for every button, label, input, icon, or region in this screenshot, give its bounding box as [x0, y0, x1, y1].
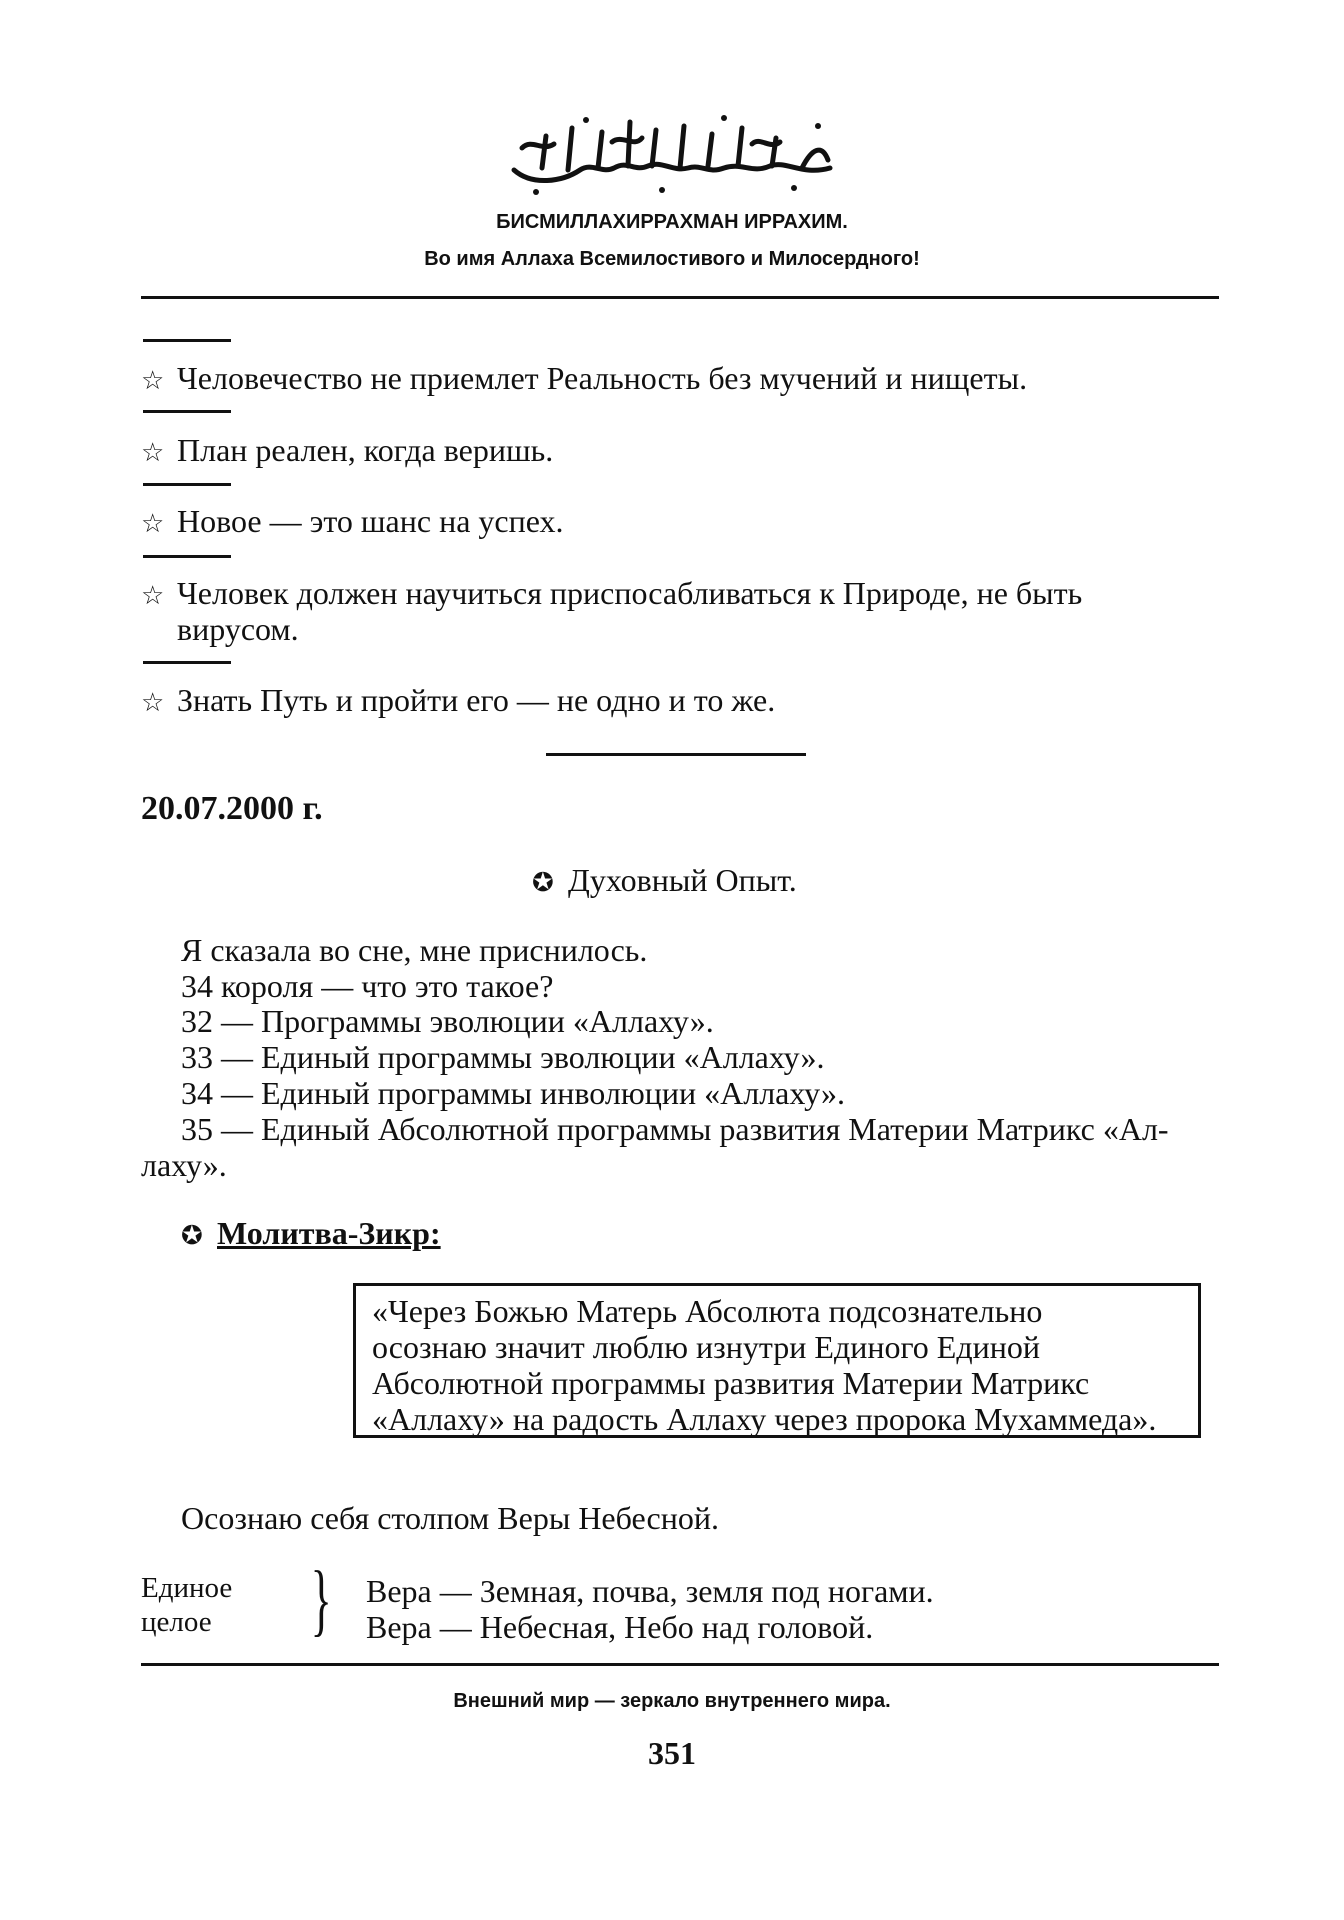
curly-brace: } — [310, 1556, 332, 1644]
star-outline-icon: ☆ — [141, 509, 165, 538]
aphorism-divider — [143, 483, 231, 486]
aphorism-item: ☆ Знать Путь и пройти его — не одно и то же. — [141, 682, 775, 721]
unity-label: Единое целое — [141, 1572, 233, 1638]
prayer-line: «Аллаху» на радость Аллаху через пророка Мухаммеда». — [372, 1401, 1157, 1437]
footer-motto: Внешний мир — зеркало внутреннего мира. — [453, 1690, 891, 1712]
prayer-line: Абсолютной программы развития Материи Матрикс — [372, 1365, 1090, 1401]
awareness-line: Осознаю себя столпом Веры Небесной. — [181, 1500, 719, 1536]
star-outline-icon: ☆ — [141, 366, 165, 395]
experience-line: 35 — Единый Абсолютной программы развития Материи Матрикс «Ал- — [181, 1111, 1169, 1147]
experience-line: 34 короля — что это такое? — [181, 968, 554, 1004]
footer-divider — [141, 1663, 1219, 1666]
star-outline-icon: ☆ — [141, 438, 165, 467]
aphorism-divider — [143, 555, 231, 558]
unity-line: Вера — Небесная, Небо над головой. — [366, 1609, 874, 1645]
circled-star-icon: ✪ — [181, 1221, 203, 1250]
aphorism-divider — [143, 410, 231, 413]
prayer-line: осознаю значит люблю изнутри Единого Единой — [372, 1329, 1040, 1365]
unity-line: Вера — Земная, почва, земля под ногами. — [366, 1573, 934, 1609]
section-divider — [546, 753, 806, 756]
star-outline-icon: ☆ — [141, 581, 165, 610]
star-outline-icon: ☆ — [141, 688, 165, 717]
aphorism-item: ☆ Человек должен научиться приспосабливаться к Природе, не быть — [141, 575, 1082, 614]
aphorism-continuation: вирусом. — [177, 611, 299, 647]
calligraphy-image — [502, 108, 842, 200]
aphorism-item: ☆ Новое — это шанс на успех. — [141, 503, 564, 542]
aphorism-item: ☆ Человечество не приемлет Реальность без мучений и нищеты. — [141, 360, 1027, 399]
bismillah-title: БИСМИЛЛАХИРРАХМАН ИРРАХИМ. — [496, 211, 848, 233]
circled-star-icon: ✪ — [532, 868, 554, 897]
bismillah-calligraphy — [0, 108, 1344, 200]
bismillah-translation: Во имя Аллаха Всемилостивого и Милосердного! — [424, 248, 920, 270]
experience-line: лаху». — [141, 1147, 227, 1183]
experience-line: 34 — Единый программы инволюции «Аллаху». — [181, 1075, 845, 1111]
experience-line: Я сказала во сне, мне приснилось. — [181, 932, 648, 968]
page-number: 351 — [648, 1735, 696, 1771]
aphorism-item: ☆ План реален, когда веришь. — [141, 432, 553, 471]
header-divider — [141, 296, 1219, 299]
aphorism-divider — [143, 661, 231, 664]
prayer-box — [353, 1283, 1201, 1438]
prayer-line: «Через Божью Матерь Абсолюта подсознательно — [372, 1293, 1043, 1329]
entry-date: 20.07.2000 г. — [141, 790, 323, 827]
aphorism-divider — [143, 339, 231, 342]
section-title: ✪ Духовный Опыт. — [532, 862, 797, 901]
experience-line: 32 — Программы эволюции «Аллаху». — [181, 1003, 714, 1039]
experience-line: 33 — Единый программы эволюции «Аллаху». — [181, 1039, 825, 1075]
prayer-heading: ✪ Молитва-Зикр: — [181, 1215, 441, 1254]
